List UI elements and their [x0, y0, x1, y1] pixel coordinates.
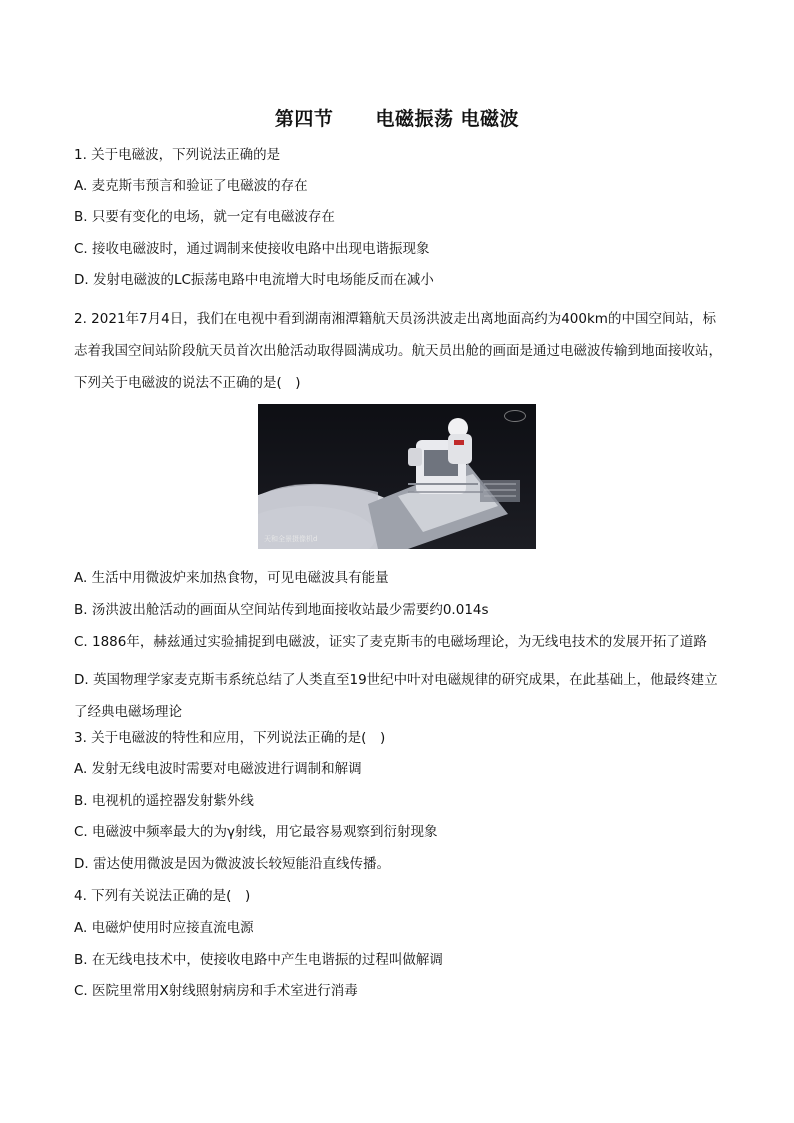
question-3-option-c: C. 电磁波中频率最大的为γ射线，用它最容易观察到衍射现象 — [74, 824, 438, 840]
question-4-option-c: C. 医院里常用X射线照射病房和手术室进行消毒 — [74, 983, 358, 999]
question-1-option-b: B. 只要有变化的电场，就一定有电磁波存在 — [74, 209, 335, 225]
station-logo-icon — [504, 410, 526, 422]
question-1-option-a: A. 麦克斯韦预言和验证了电磁波的存在 — [74, 178, 308, 194]
page-title — [0, 104, 794, 131]
spacewalk-scene — [258, 404, 536, 549]
question-3-stem: 3. 关于电磁波的特性和应用，下列说法正确的是( ) — [74, 730, 386, 746]
section-title: 电磁振荡 电磁波 — [375, 108, 520, 130]
question-1-option-c: C. 接收电磁波时，通过调制来使接收电路中出现电谐振现象 — [74, 241, 430, 257]
question-2-option-c: C. 1886年，赫兹通过实验捕捉到电磁波，证实了麦克斯韦的电磁场理论，为无线电技术的发展开拓了道路 — [74, 634, 707, 650]
question-3-option-d: D. 雷达使用微波是因为微波波长较短能沿直线传播。 — [74, 856, 390, 872]
question-1-option-d: D. 发射电磁波的LC振荡电路中电流增大时电场能反而在减小 — [74, 272, 434, 288]
question-3-option-b: B. 电视机的遥控器发射紫外线 — [74, 793, 254, 809]
question-2-option-d: D. 英国物理学家麦克斯韦系统总结了人类直至19世纪中叶对电磁规律的研究成果，在此基础上，他最终建立了经典电磁场理论 — [74, 672, 718, 720]
question-2-option-a: A. 生活中用微波炉来加热食物，可见电磁波具有能量 — [74, 570, 389, 586]
spacewalk-photo — [258, 404, 536, 549]
question-2-option-b: B. 汤洪波出舱活动的画面从空间站传到地面接收站最少需要约0.014s — [74, 602, 489, 618]
question-4-stem: 4. 下列有关说法正确的是( ) — [74, 888, 251, 904]
question-1-stem: 1. 关于电磁波，下列说法正确的是 — [74, 147, 281, 163]
question-2-stem: 2. 2021年7月4日，我们在电视中看到湖南湘潭籍航天员汤洪波走出离地面高约为400km的中国空间站，标志着我国空间站阶段航天员首次出舱活动取得圆满成功。航天员出舱的画面是通过电磁波传输到地面接收站，下列关于电磁波的说法不正确的是( ) — [74, 311, 722, 391]
photo-caption: 天和全景摄像机d — [264, 535, 318, 543]
question-3-option-a: A. 发射无线电波时需要对电磁波进行调制和解调 — [74, 761, 362, 777]
section-number: 第四节 — [274, 108, 334, 130]
question-4-option-b: B. 在无线电技术中，使接收电路中产生电谐振的过程叫做解调 — [74, 952, 443, 968]
question-4-option-a: A. 电磁炉使用时应接直流电源 — [74, 920, 254, 936]
